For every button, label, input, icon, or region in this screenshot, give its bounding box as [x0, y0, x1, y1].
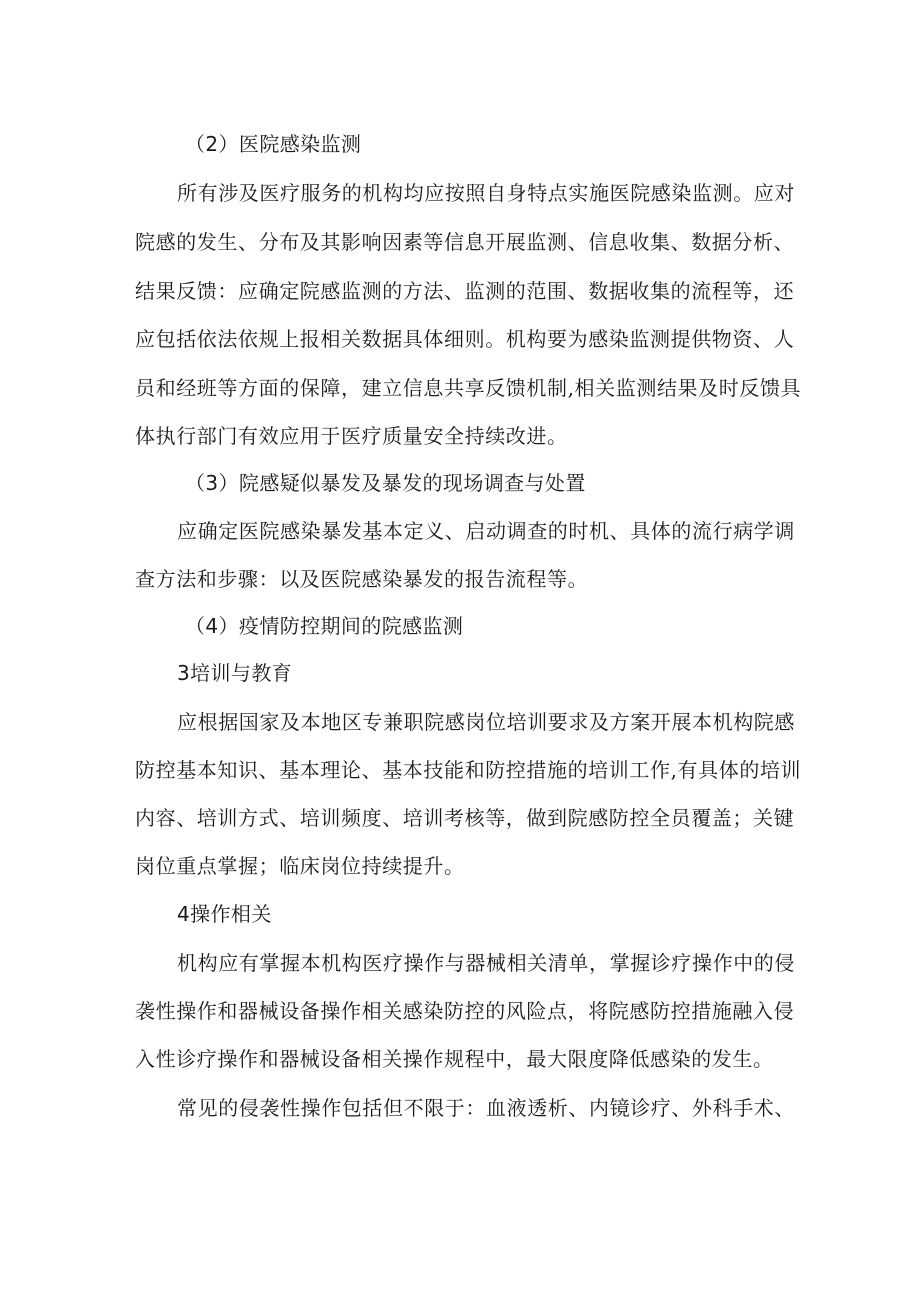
paragraph-line: 岗位重点掌握；临床岗位持续提升。 — [135, 854, 465, 878]
paragraph-line: 应包括依法依规上报相关数据具体细则。机构要为感染监测提供物资、人 — [135, 327, 795, 351]
section-heading-2: （2）医院感染监测 — [185, 132, 362, 156]
paragraph-line: 查方法和步骤：以及医院感染暴发的报告流程等。 — [135, 567, 589, 591]
paragraph-line: 常见的侵袭性操作包括但不限于：血液透析、内镜诊疗、外科手术、 — [177, 1096, 795, 1120]
paragraph-line: 内容、培训方式、培训频度、培训考核等，做到院感防控全员覆盖；关键 — [135, 806, 795, 830]
paragraph-line: 应确定医院感染暴发基本定义、启动调查的时机、具体的流行病学调 — [177, 519, 795, 543]
section-heading-4: （4）疫情防控期间的院感监测 — [185, 614, 464, 638]
section-heading-training: 3培训与教育 — [177, 661, 293, 685]
paragraph-line: 员和经班等方面的保障，建立信息共享反馈机制,相关监测结果及时反馈具 — [135, 376, 802, 400]
paragraph-line: 院感的发生、分布及其影响因素等信息开展监测、信息收集、数据分析、 — [135, 230, 795, 254]
paragraph-line: 防控基本知识、基本理论、基本技能和防控措施的培训工作,有具体的培训 — [135, 758, 802, 782]
paragraph-line: 应根据国家及本地区专兼职院感岗位培训要求及方案开展本机构院感 — [177, 710, 795, 734]
paragraph-line: 入性诊疗操作和器械设备相关操作规程中，最大限度降低感染的发生。 — [135, 1047, 774, 1071]
paragraph-line: 结果反馈：应确定院感监测的方法、监测的范围、数据收集的流程等，还 — [135, 279, 795, 303]
paragraph-line: 体执行部门有效应用于医疗质量安全持续改进。 — [135, 424, 568, 448]
section-heading-operations: 4操作相关 — [177, 902, 272, 926]
paragraph-line: 袭性操作和器械设备操作相关感染防控的风险点，将院感防控措施融入侵 — [135, 999, 795, 1023]
paragraph-line: 机构应有掌握本机构医疗操作与器械相关清单，掌握诊疗操作中的侵 — [177, 951, 795, 975]
section-heading-3: （3）院感疑似暴发及暴发的现场调查与处置 — [185, 471, 586, 495]
paragraph-line: 所有涉及医疗服务的机构均应按照自身特点实施医院感染监测。应对 — [177, 181, 795, 205]
